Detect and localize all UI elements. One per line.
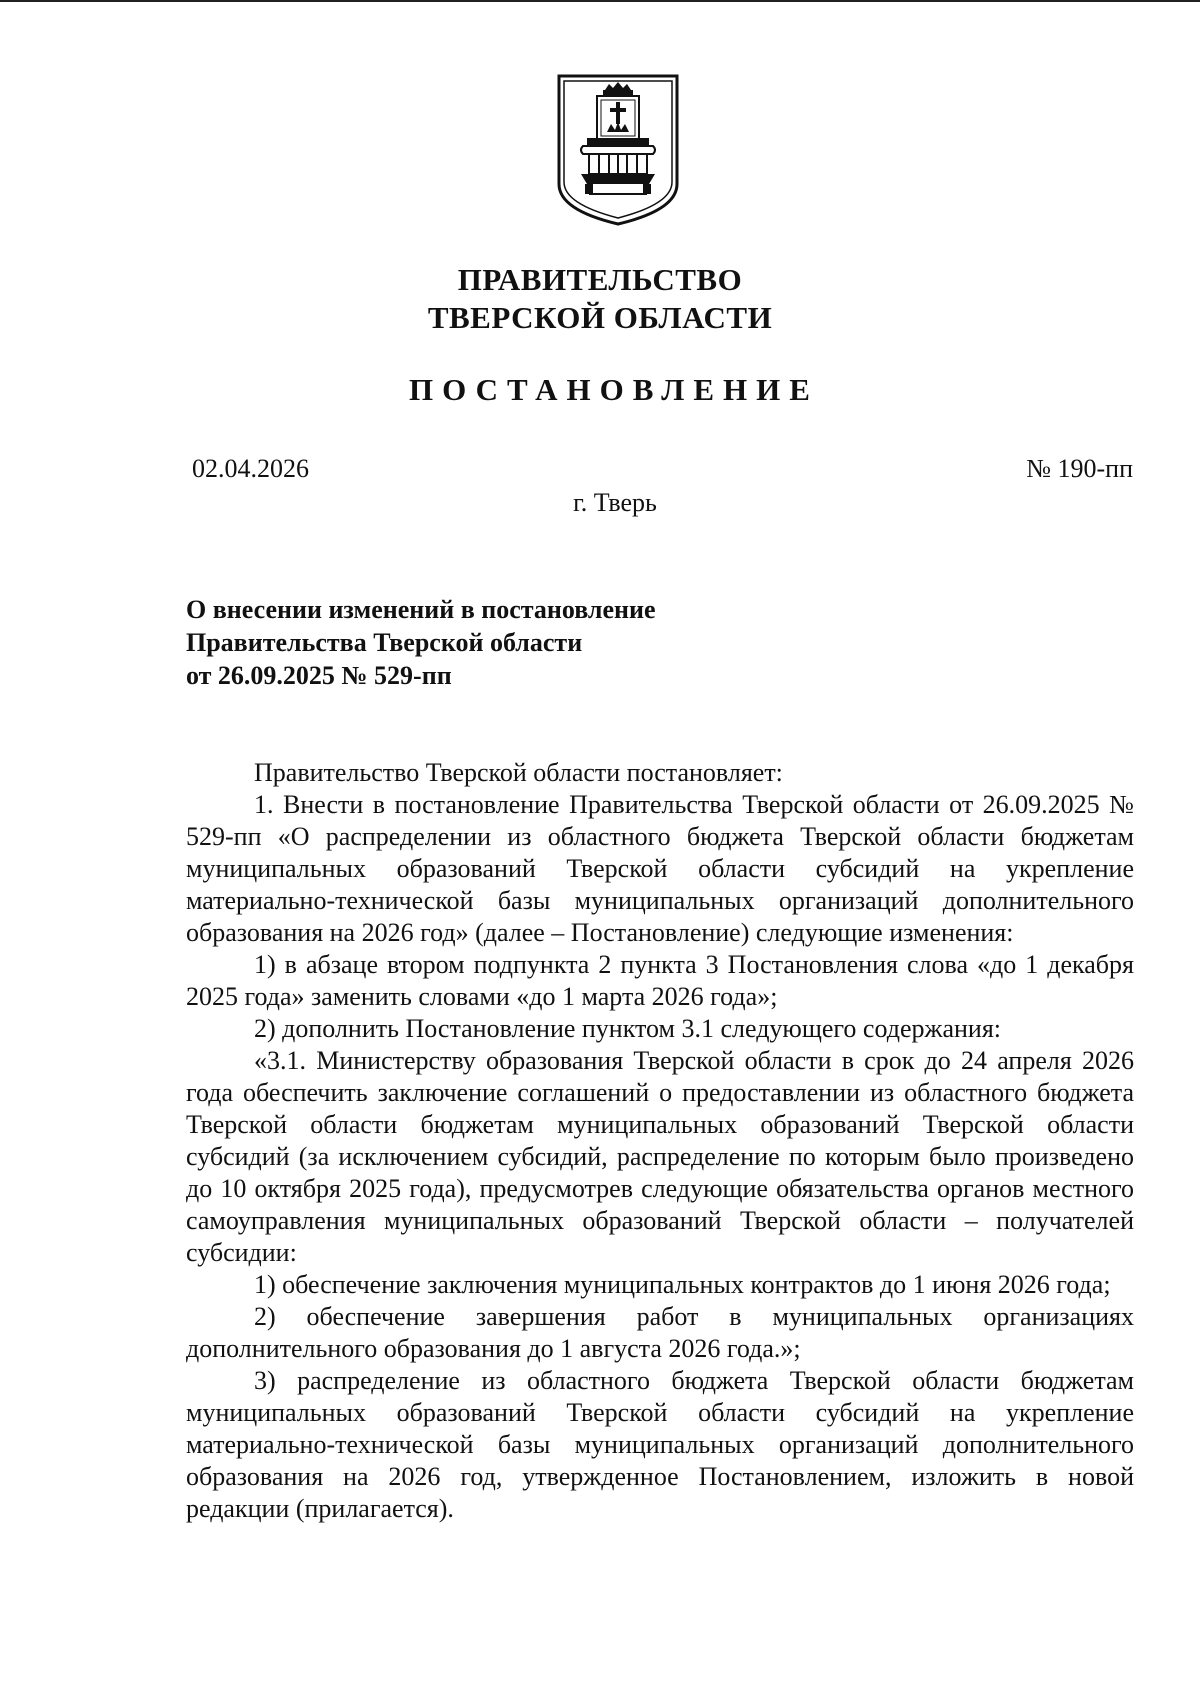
tver-coat-of-arms-icon: [553, 72, 683, 228]
body-paragraph-subitem-2: 2) дополнить Постановление пунктом 3.1 следующего содержания:: [254, 1014, 1002, 1043]
top-edge-line: [0, 0, 1200, 2]
document-date: 02.04.2026: [192, 454, 309, 483]
body-paragraph-item-1: 1. Внести в постановление Правительства Тверской области от 26.09.2025 № 529-пп «О распределении из областного бюджета Тверской области бюджетам муниципальных образований Тверской области субсидий на укрепление материально-технической базы муниципальных организаций дополнительного образования на 2026 год» (далее – Постановление) следующие изменения:: [186, 790, 1134, 947]
subject-line: О внесении изменений в постановление: [186, 595, 656, 624]
body-paragraph-subitem-3: 3) распределение из областного бюджета Тверской области бюджетам муниципальных образований Тверской области субсидий на укрепление материально-технической базы муниципальных организаций дополнительного образования на 2026 год, утвержденное Постановлением, изложить в новой редакции (прилагается).: [186, 1366, 1134, 1523]
document-body: [186, 757, 1134, 1525]
government-name-line-1: ПРАВИТЕЛЬСТВО: [457, 262, 743, 297]
document-number: № 190-пп: [1026, 454, 1133, 483]
government-name-line-2: ТВЕРСКОЙ ОБЛАСТИ: [427, 300, 773, 335]
body-paragraph-subitem-1: 1) в абзаце втором подпункта 2 пункта 3 Постановления слова «до 1 декабря 2025 года» заменить словами «до 1 марта 2026 года»;: [186, 950, 1134, 1011]
document-city: г. Тверь: [573, 488, 657, 517]
body-paragraph-obligation-2: 2) обеспечение завершения работ в муниципальных организациях дополнительного образования до 1 августа 2026 года.»;: [186, 1302, 1134, 1363]
document-type-title: ПОСТАНОВЛЕНИЕ: [409, 372, 819, 407]
document-subject: [186, 593, 656, 692]
body-paragraph-clause-3-1: «3.1. Министерству образования Тверской области в срок до 24 апреля 2026 года обеспечить заключение соглашений о предоставлении из областного бюджета Тверской области бюджетам муниципальных образований Тверской области субсидий (за исключением субсидий, распределение по которым было произведено до 10 октября 2025 года), предусмотрев следующие обязательства органов местного самоуправления муниципальных образований Тверской области – получателей субсидии:: [186, 1046, 1134, 1267]
subject-line: от 26.09.2025 № 529-пп: [186, 661, 452, 690]
subject-line: Правительства Тверской области: [186, 628, 583, 657]
body-paragraph-preamble: Правительство Тверской области постановляет:: [254, 758, 783, 787]
body-paragraph-obligation-1: 1) обеспечение заключения муниципальных контрактов до 1 июня 2026 года;: [254, 1270, 1111, 1299]
